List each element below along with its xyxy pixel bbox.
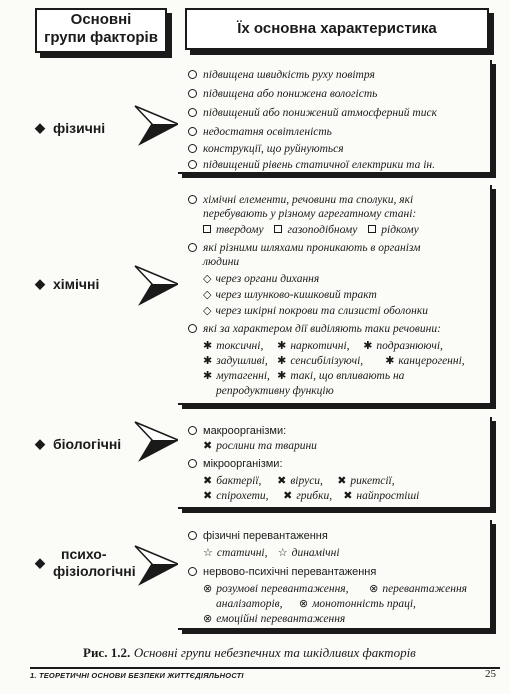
circle-bullet-icon: [188, 127, 197, 136]
group-physical: [35, 120, 105, 137]
macro-items: ✖ рослини та тварини: [203, 440, 317, 452]
circled-cross-icon: ⊗: [203, 613, 213, 625]
page-number: 25: [485, 668, 496, 680]
circle-bullet-icon: [188, 243, 197, 252]
circle-bullet-icon: [188, 70, 197, 79]
star-burst-icon: ✱: [385, 355, 395, 367]
list-item-cont: перебувають у різному агрегатному стані:: [203, 208, 417, 220]
group-chemical-label: хімічні: [53, 276, 100, 292]
diamond-outline-icon: ◇: [203, 273, 212, 285]
substances-row: ✱ токсичні, ✱ наркотичні, ✱ подразнюючі,: [203, 340, 443, 352]
path-item: ◇ через органи дихання: [203, 273, 320, 285]
group-physical-label: фізичні: [53, 120, 106, 136]
list-item: недостатня освітленість: [188, 125, 332, 139]
footer-divider: [30, 667, 500, 669]
substances-row-cont: репродуктивну функцію: [216, 385, 334, 397]
group-psycho-label-line1: психо-: [61, 546, 107, 562]
star-burst-icon: ✱: [277, 355, 287, 367]
diamond-outline-icon: ◇: [203, 305, 212, 317]
psycho-box: [178, 520, 492, 630]
list-item: хімічні елементи, речовини та сполуки, які: [188, 193, 413, 207]
neuro-row: аналізаторів, ⊗ монотонність праці,: [216, 598, 416, 610]
chemical-box: [178, 185, 492, 405]
header-groups: [35, 8, 167, 53]
figure-caption: [83, 645, 416, 661]
circle-bullet-icon: [188, 324, 197, 333]
cross-icon: ✖: [203, 490, 213, 502]
physical-box: [178, 60, 492, 174]
star-burst-icon: ✱: [203, 340, 213, 352]
neuro-row: ⊗ розумові перевантаження, ⊗ перевантаження: [203, 583, 467, 595]
cross-icon: ✖: [283, 490, 293, 502]
diamond-bullet-icon: ◆: [35, 555, 45, 570]
substances-row: ✱ задушливі, ✱ сенсибілізуючі, ✱ канцерогенні,: [203, 355, 465, 367]
group-psycho: [35, 546, 136, 580]
neuro-row: ⊗ емоційні перевантаження: [203, 613, 346, 625]
group-psycho-label-line2: фізіологічні: [53, 563, 136, 579]
circle-bullet-icon: [188, 195, 197, 204]
group-psycho-label: [53, 546, 136, 580]
cross-icon: ✖: [343, 490, 353, 502]
figure-number: Рис. 1.2.: [83, 645, 131, 660]
list-item: нервово-психічні перевантаження: [188, 565, 376, 579]
micro-row: ✖ бактерії, ✖ віруси, ✖ рикетсії,: [203, 475, 395, 487]
header-groups-line1: Основні: [70, 11, 132, 28]
circle-bullet-icon: [188, 459, 197, 468]
list-item-cont: людини: [203, 256, 240, 268]
cross-icon: ✖: [203, 440, 213, 452]
list-item: підвищена швидкість руху повітря: [188, 68, 375, 82]
list-item: мікроорганізми:: [188, 457, 283, 471]
square-bullet-icon: [368, 225, 376, 233]
star-burst-icon: ✱: [363, 340, 373, 352]
diamond-outline-icon: ◇: [203, 289, 212, 301]
circled-cross-icon: ⊗: [298, 598, 309, 610]
circle-bullet-icon: [188, 160, 197, 169]
diamond-bullet-icon: ◆: [35, 436, 45, 451]
list-item: підвищена або понижена вологість: [188, 87, 377, 101]
substances-row: ✱ мутагенні, ✱ такі, що впливають на: [203, 370, 405, 382]
star-burst-icon: ✱: [277, 340, 287, 352]
group-chemical: [35, 276, 99, 293]
star-burst-icon: ✱: [277, 370, 287, 382]
header-groups-line2: групи факторів: [44, 29, 158, 46]
diamond-bullet-icon: ◆: [35, 276, 45, 291]
biological-box: [178, 417, 492, 509]
star-outline-icon: ☆: [203, 547, 213, 559]
cross-icon: ✖: [337, 475, 347, 487]
circle-bullet-icon: [188, 531, 197, 540]
circle-bullet-icon: [188, 144, 197, 153]
circle-bullet-icon: [188, 426, 197, 435]
list-item: конструкції, що руйнуються: [188, 142, 344, 156]
list-item: які різними шляхами проникають в організм: [188, 241, 420, 255]
cross-icon: ✖: [277, 475, 287, 487]
circle-bullet-icon: [188, 89, 197, 98]
group-biological: [35, 436, 121, 453]
states-row: твердому газоподібному рідкому: [203, 223, 419, 237]
circled-cross-icon: ⊗: [203, 583, 213, 595]
cross-icon: ✖: [203, 475, 213, 487]
star-burst-icon: ✱: [203, 355, 213, 367]
diamond-bullet-icon: ◆: [35, 120, 45, 135]
path-item: ◇ через шлунково-кишковий тракт: [203, 289, 377, 301]
micro-row: ✖ спірохети, ✖ грибки, ✖ найпростіші: [203, 490, 420, 502]
list-item: макроорганізми:: [188, 424, 286, 438]
path-item: ◇ через шкірні покрови та слизисті оболонки: [203, 305, 428, 317]
group-biological-label: біологічні: [53, 436, 122, 452]
list-item: які за характером дії виділяють таки речовини:: [188, 322, 441, 336]
list-item: підвищений або понижений атмосферний тиск: [188, 106, 437, 120]
phys-items: ☆ статичні, ☆ динамічні: [203, 547, 340, 559]
square-bullet-icon: [203, 225, 211, 233]
circle-bullet-icon: [188, 108, 197, 117]
circle-bullet-icon: [188, 567, 197, 576]
circled-cross-icon: ⊗: [369, 583, 379, 595]
star-burst-icon: ✱: [203, 370, 213, 382]
header-characteristics: Їх основна характеристика: [185, 8, 489, 50]
star-outline-icon: ☆: [277, 547, 288, 559]
running-footer: 1. ТЕОРЕТИЧНІ ОСНОВИ БЕЗПЕКИ ЖИТТЄДІЯЛЬНОСТІ: [30, 671, 244, 680]
list-item: підвищений рівень статичної електрики та ін.: [188, 158, 435, 172]
figure-title: Основні групи небезпечних та шкідливих факторів: [133, 645, 416, 660]
list-item: фізичні перевантаження: [188, 529, 328, 543]
square-bullet-icon: [274, 225, 282, 233]
